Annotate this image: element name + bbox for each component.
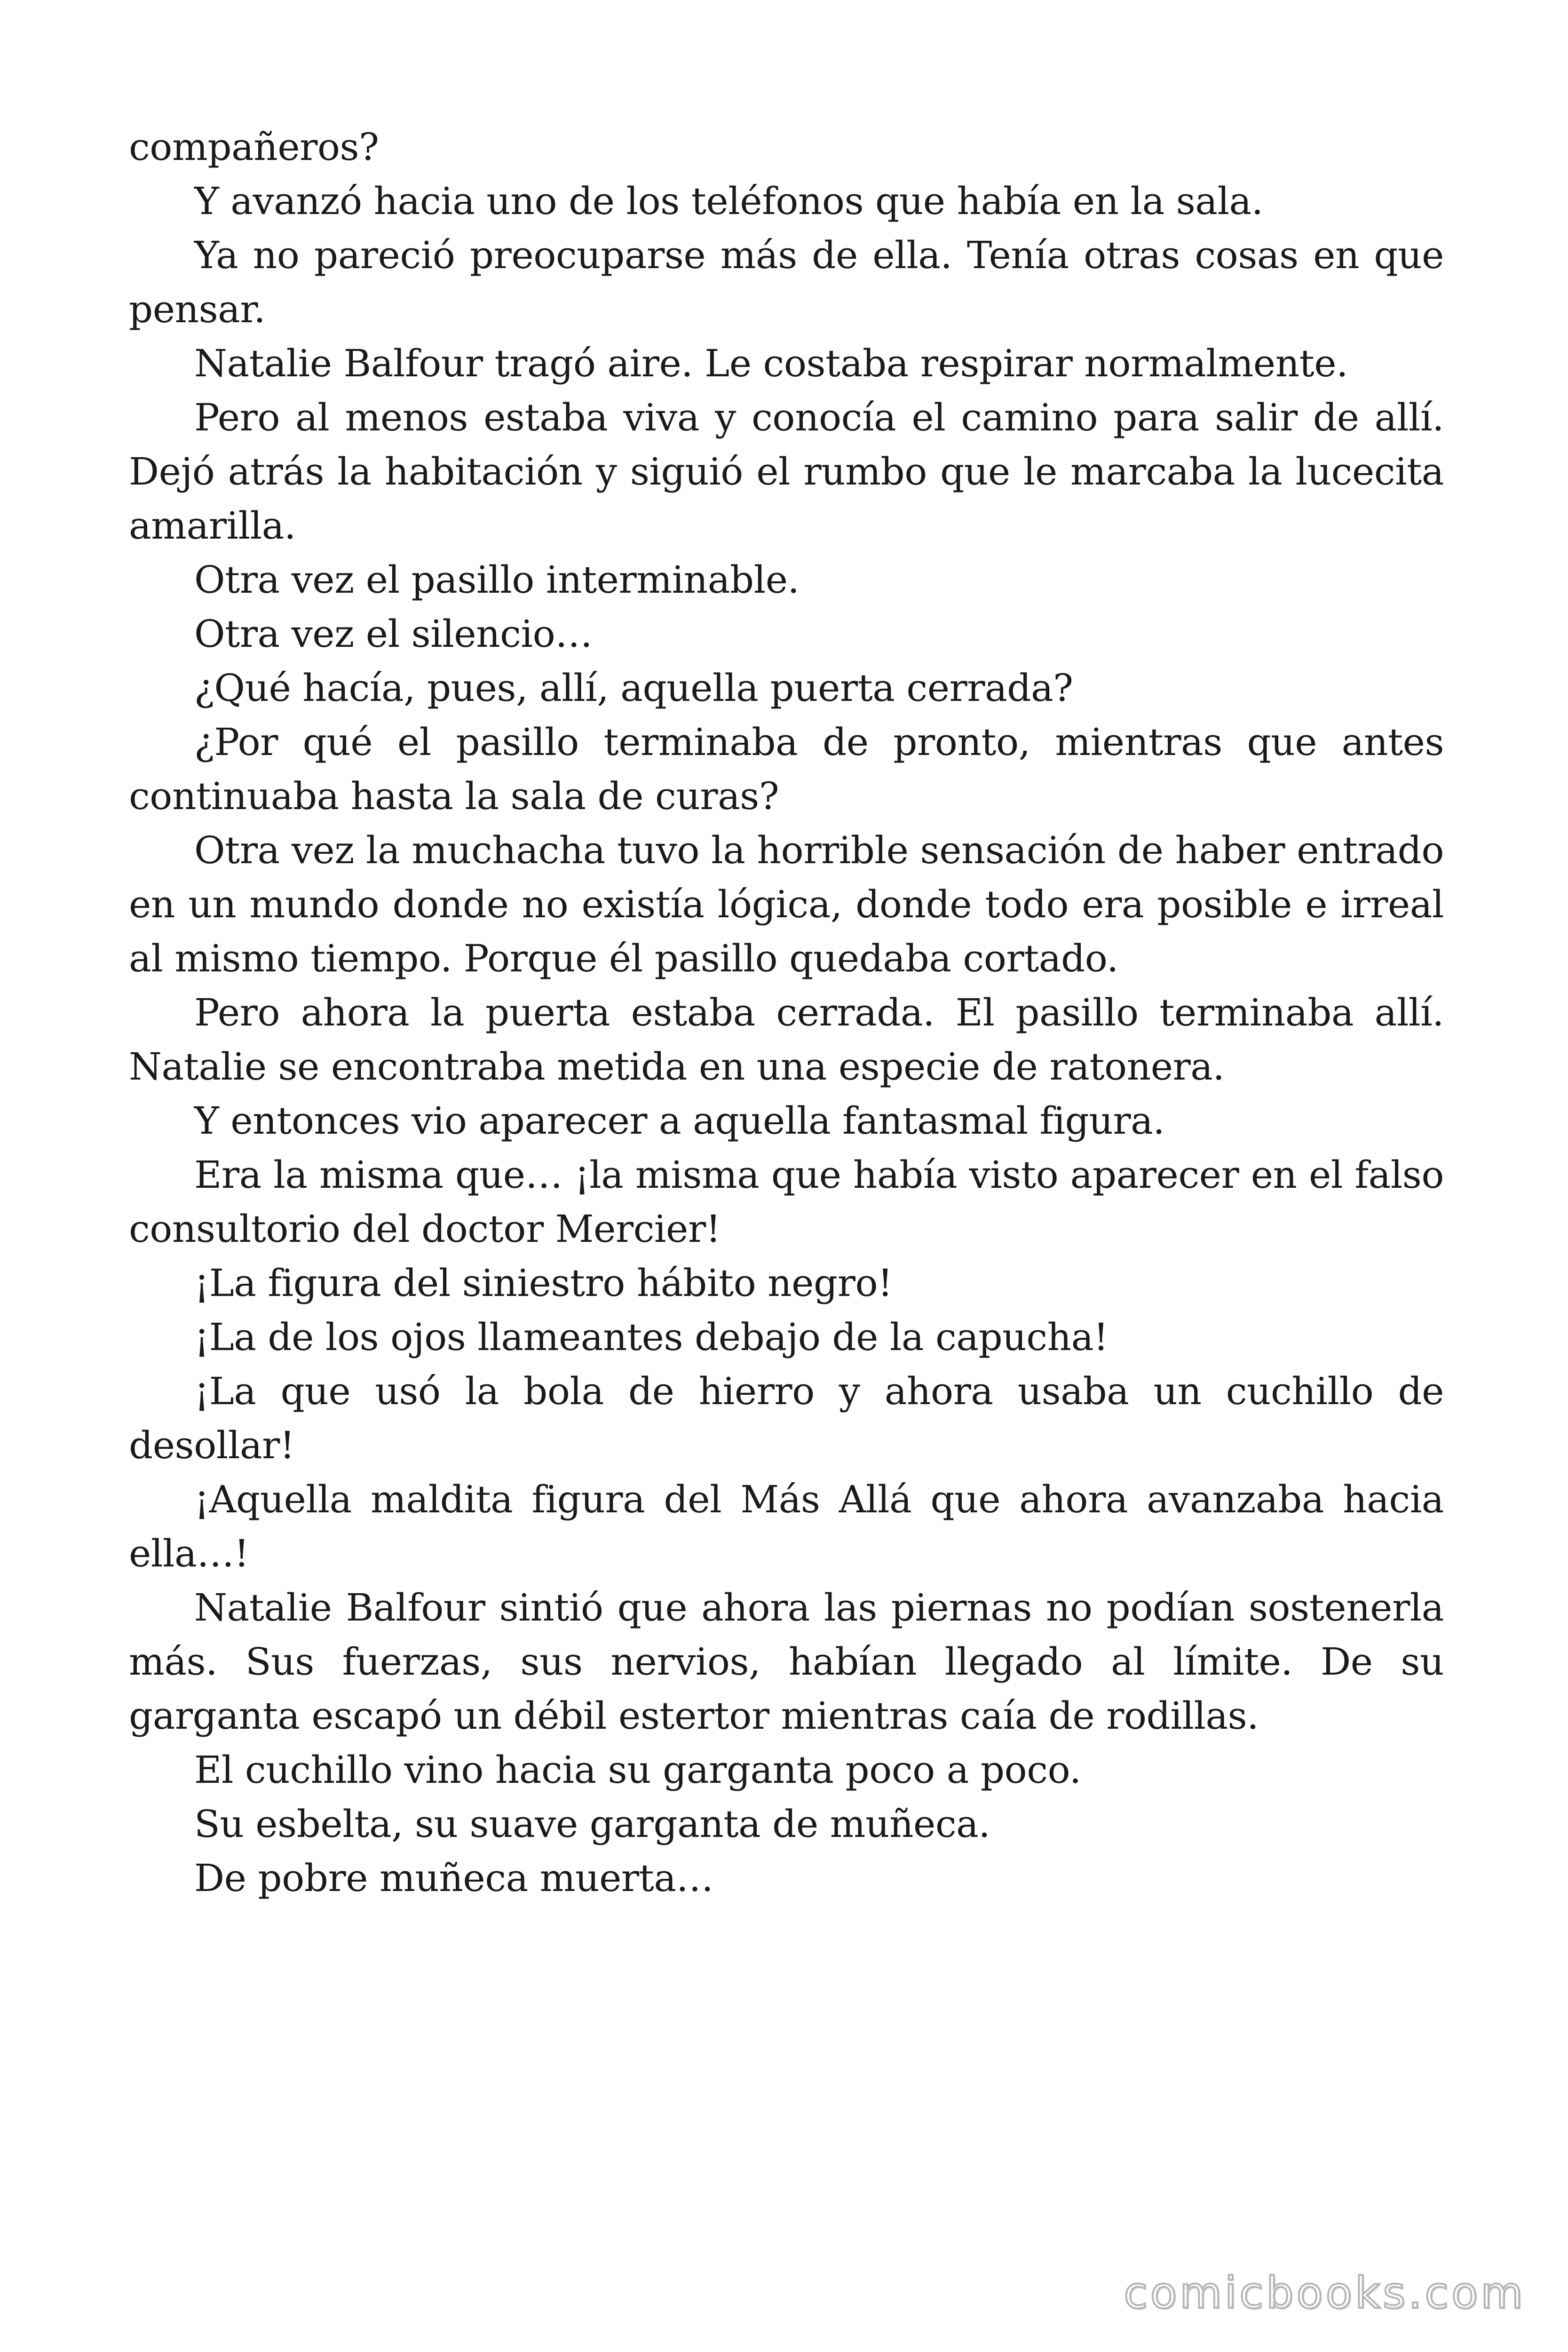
page-body [129, 120, 1444, 1905]
paragraph: Ya no pareció preocuparse más de ella. Tenía otras cosas en que pensar. [129, 233, 1444, 331]
paragraph: ¡La que usó la bola de hierro y ahora usaba un cuchillo de desollar! [129, 1369, 1444, 1467]
paragraph: Era la misma que… ¡la misma que había visto aparecer en el falso consultorio del doctor Mercier! [129, 1153, 1444, 1251]
paragraph: El cuchillo vino hacia su garganta poco a poco. [194, 1748, 1081, 1792]
paragraph: ¿Qué hacía, pues, allí, aquella puerta cerrada? [194, 666, 1073, 710]
paragraph: De pobre muñeca muerta… [194, 1856, 714, 1900]
paragraph: Y avanzó hacia uno de los teléfonos que había en la sala. [194, 179, 1263, 223]
paragraph: Otra vez el pasillo interminable. [194, 558, 800, 602]
site-watermark: comicbooks.com [1124, 2268, 1526, 2318]
paragraph: Pero ahora la puerta estaba cerrada. El pasillo terminaba allí. Natalie se encontraba metida en una especie de ratonera. [129, 991, 1444, 1089]
paragraph: Otra vez el silencio… [194, 612, 593, 656]
paragraph: Pero al menos estaba viva y conocía el camino para salir de allí. Dejó atrás la habitación y siguió el rumbo que le marcaba la lucecita amarilla. [129, 396, 1444, 548]
paragraph: Y entonces vio aparecer a aquella fantasmal figura. [194, 1099, 1165, 1143]
paragraph: Otra vez la muchacha tuvo la horrible sensación de haber entrado en un mundo donde no existía lógica, donde todo era posible e irreal al mismo tiempo. Porque él pasillo quedaba cortado. [129, 828, 1444, 980]
paragraph: ¡La de los ojos llameantes debajo de la capucha! [194, 1315, 1109, 1359]
paragraph: Natalie Balfour sintió que ahora las piernas no podían sostenerla más. Sus fuerzas, sus nervios, habían llegado al límite. De su garganta escapó un débil estertor mientras caía de rodillas. [129, 1586, 1444, 1738]
paragraph: Natalie Balfour tragó aire. Le costaba respirar normalmente. [194, 342, 1348, 385]
paragraph: ¡Aquella maldita figura del Más Allá que ahora avanzaba hacia ella…! [129, 1478, 1444, 1575]
paragraph: ¡La figura del siniestro hábito negro! [194, 1261, 893, 1305]
paragraph: ¿Por qué el pasillo terminaba de pronto, mientras que antes continuaba hasta la sala de curas? [129, 720, 1444, 818]
paragraph-continuation: compañeros? [129, 125, 379, 169]
paragraph: Su esbelta, su suave garganta de muñeca. [194, 1802, 990, 1846]
